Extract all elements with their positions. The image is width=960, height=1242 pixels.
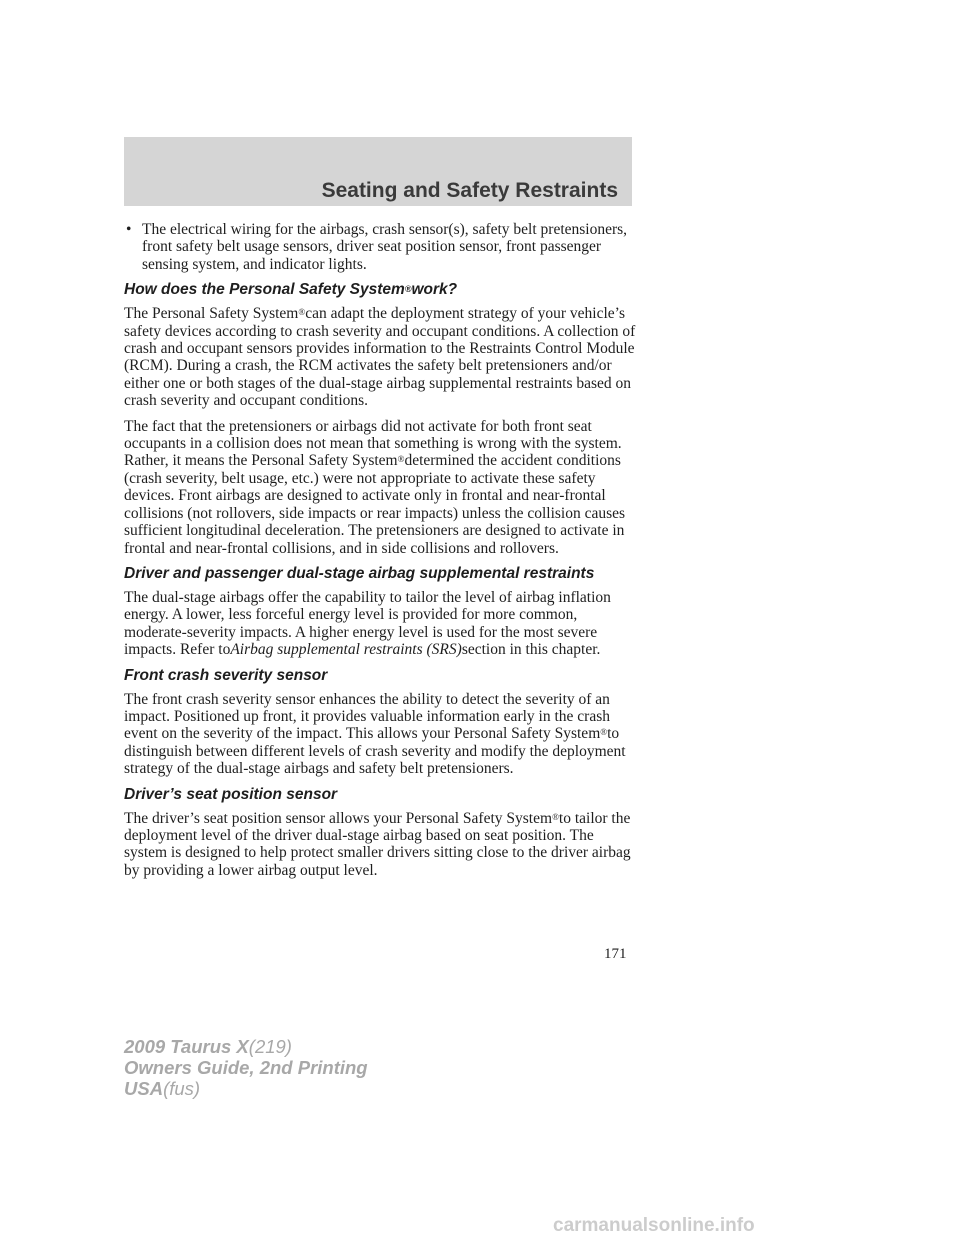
paragraph-pss-activation: The fact that the pretensioners or airbags did not activate for both front seat occupants in a collision does not mean that something is wrong with the system. Rather, it means the Personal Safety System®determined the accident conditions (crash severity, belt usage, etc.) were not appropriate to activate these safety devices. Front airbags are designed to activate only in frontal and near-frontal collisions (not rollovers, side impacts or rear impacts) unless the collision causes sufficient longitudinal deceleration. The pretensioners are designed to activate in frontal and near-frontal collisions, and in side collisions and rollovers. bbox=[124, 417, 626, 557]
heading-front-crash-sensor: Front crash severity sensor bbox=[124, 666, 328, 684]
page-content bbox=[124, 221, 636, 887]
cross-reference-link-text: Airbag supplemental restraints (SRS) bbox=[230, 641, 462, 659]
bullet-text: The electrical wiring for the airbags, crash sensor(s), safety belt pretensioners, front safety belt usage sensors, driver seat position sensor, front passenger sensing system, and indicator lights. bbox=[142, 221, 628, 273]
page-number: 171 bbox=[604, 946, 627, 962]
heading-how-does-pss-work: How does the Personal Safety System®work? bbox=[124, 281, 458, 299]
footer-line-guide: Owners Guide, 2nd Printing bbox=[124, 1057, 368, 1078]
paragraph-front-crash-sensor: The front crash severity sensor enhances the ability to detect the severity of an impact. Positioned up front, it provides valuable information early in the crash event on the severity of the impact. This allows your Personal Safety System®to distinguish between different levels of crash severity and modify the deployment strategy of the dual-stage airbags and safety belt pretensioners. bbox=[124, 690, 626, 778]
heading-dual-stage-airbags: Driver and passenger dual-stage airbag supplemental restraints bbox=[124, 564, 595, 582]
footer-line-model: 2009 Taurus X(219) bbox=[124, 1036, 292, 1057]
registered-mark: ® bbox=[404, 284, 412, 295]
print-footer bbox=[124, 1036, 368, 1099]
bullet-item bbox=[124, 221, 636, 273]
footer-line-region: USA(fus) bbox=[124, 1078, 201, 1099]
paragraph-seat-position-sensor: The driver’s seat position sensor allows your Personal Safety System®to tailor the deployment level of the driver dual-stage airbag based on seat position. The system is designed to help protect smaller drivers sitting close to the driver airbag by providing a lower airbag output level. bbox=[124, 809, 631, 879]
paragraph-dual-stage-airbags: The dual-stage airbags offer the capability to tailor the level of airbag inflation energy. A lower, less forceful energy level is provided for more common, moderate-severity impacts. A higher energy level is used for the most severe impacts. Refer toAirbag supplemental restraints (SRS)section in this chapter. bbox=[124, 588, 611, 659]
watermark: carmanualsonline.info bbox=[553, 1215, 755, 1236]
heading-seat-position-sensor: Driver’s seat position sensor bbox=[124, 785, 338, 803]
bullet-icon: • bbox=[126, 221, 132, 238]
chapter-header-band bbox=[124, 137, 632, 206]
paragraph-pss-overview: The Personal Safety System®can adapt the deployment strategy of your vehicle’s safety devices according to crash severity and occupant conditions. A collection of crash and occupant sensors provides information to the Restraints Control Module (RCM). During a crash, the RCM activates the safety belt pretensioners and/or either one or both stages of the dual-stage airbag supplemental restraints based on crash severity and occupant conditions. bbox=[124, 305, 636, 410]
chapter-title: Seating and Safety Restraints bbox=[321, 179, 618, 202]
